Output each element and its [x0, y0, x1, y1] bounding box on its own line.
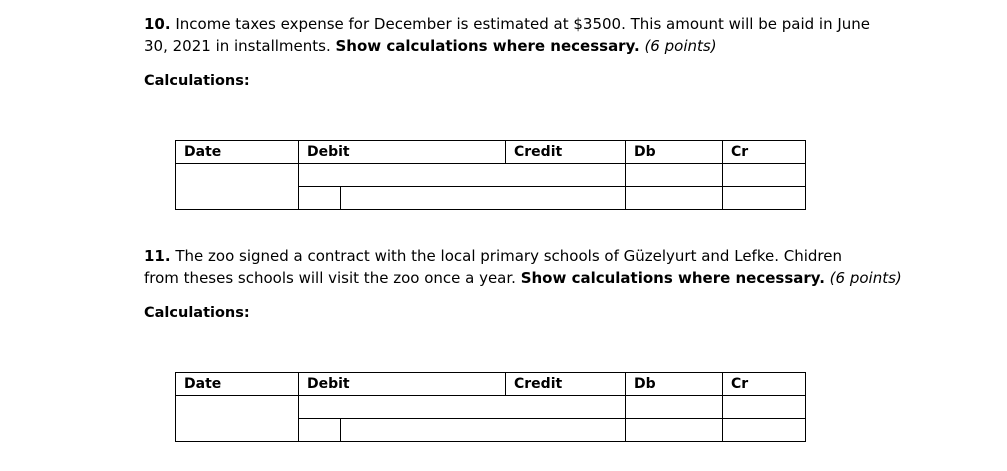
instruction-bold: Show calculations where necessary.	[335, 37, 640, 55]
header-debit: Debit	[298, 140, 506, 164]
instruction-bold: Show calculations where necessary.	[520, 269, 825, 287]
journal-table-11	[175, 372, 806, 442]
date-input-cell[interactable]	[175, 163, 299, 210]
header-date: Date	[175, 140, 299, 164]
points-label: (6 points)	[639, 37, 717, 55]
question-text-line1: Income taxes expense for December is estimated at $3500. This amount will be paid in June	[170, 15, 871, 33]
cr-amount-cell-2[interactable]	[722, 418, 806, 442]
question-text-line1: The zoo signed a contract with the local primary schools of Güzelyurt and Lefke. Chidren	[170, 247, 842, 265]
calculations-label: Calculations:	[144, 73, 250, 89]
question-number: 11.	[144, 247, 171, 265]
db-amount-cell-1[interactable]	[625, 395, 723, 419]
cr-amount-cell-2[interactable]	[722, 186, 806, 210]
cr-amount-cell-1[interactable]	[722, 395, 806, 419]
credit-account-cell[interactable]	[340, 186, 626, 210]
credit-account-cell[interactable]	[340, 418, 626, 442]
header-cr: Cr	[722, 140, 806, 164]
db-amount-cell-2[interactable]	[625, 418, 723, 442]
header-db: Db	[625, 372, 723, 396]
points-label: (6 points)	[824, 269, 902, 287]
header-debit: Debit	[298, 372, 506, 396]
credit-indent-cell[interactable]	[298, 418, 341, 442]
debit-account-cell[interactable]	[298, 163, 626, 187]
question-text-line2: from theses schools will visit the zoo once a year.	[144, 269, 521, 287]
question-10	[144, 13, 904, 57]
date-input-cell[interactable]	[175, 395, 299, 442]
question-text-line2: 30, 2021 in installments.	[144, 37, 336, 55]
header-cr: Cr	[722, 372, 806, 396]
header-credit: Credit	[505, 372, 626, 396]
db-amount-cell-2[interactable]	[625, 186, 723, 210]
journal-table-10	[175, 140, 806, 210]
question-number: 10.	[144, 15, 171, 33]
debit-account-cell[interactable]	[298, 395, 626, 419]
calculations-label: Calculations:	[144, 305, 250, 321]
header-date: Date	[175, 372, 299, 396]
header-credit: Credit	[505, 140, 626, 164]
question-11	[144, 245, 904, 289]
cr-amount-cell-1[interactable]	[722, 163, 806, 187]
credit-indent-cell[interactable]	[298, 186, 341, 210]
header-db: Db	[625, 140, 723, 164]
db-amount-cell-1[interactable]	[625, 163, 723, 187]
